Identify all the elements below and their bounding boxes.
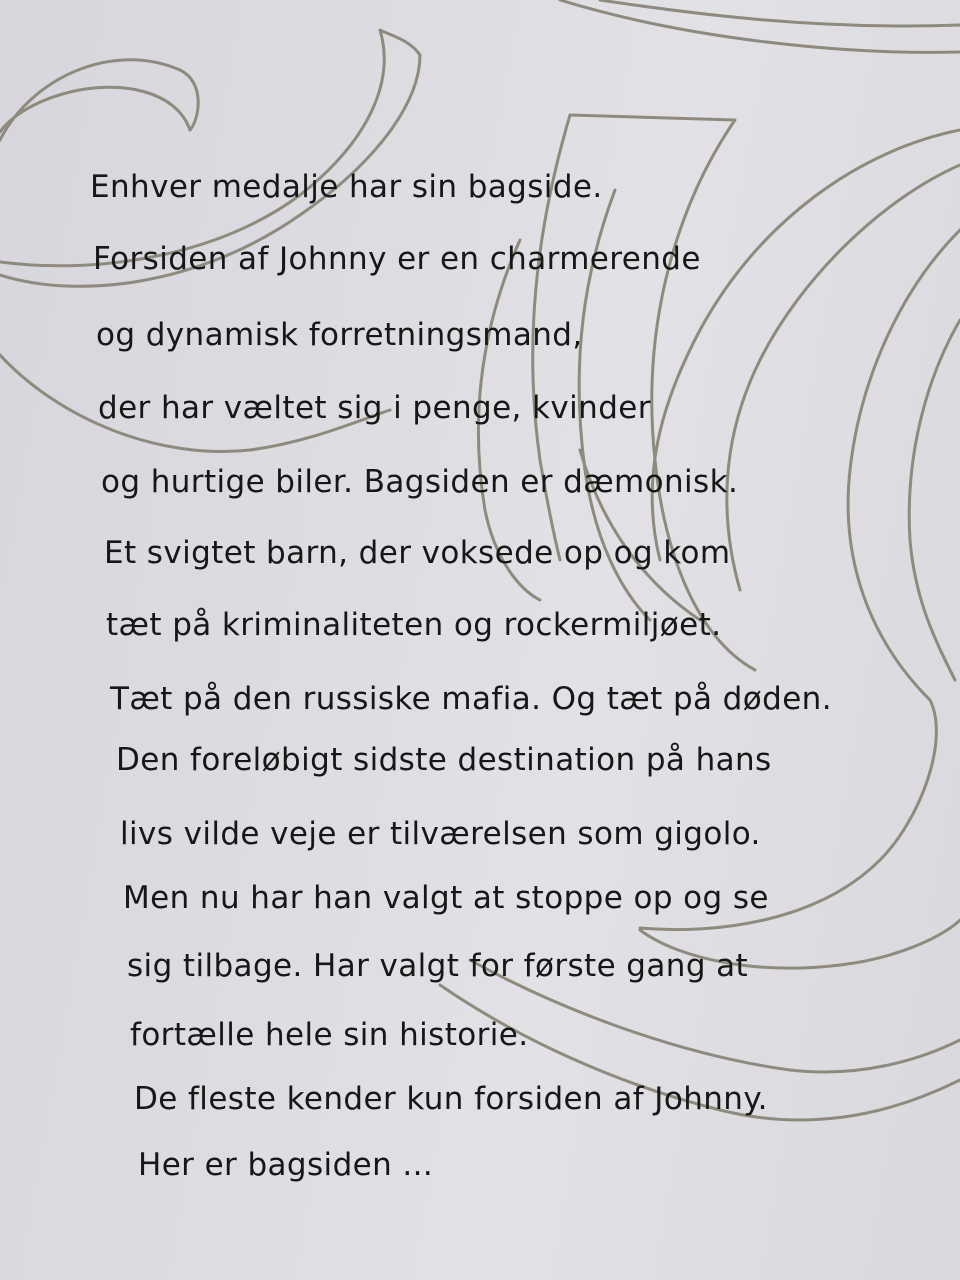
text-line: livs vilde veje er tilværelsen som gigolo. [120,816,761,852]
text-line: tæt på kriminaliteten og rockermiljøet. [106,607,722,643]
text-line: Her er bagsiden ... [138,1147,434,1183]
text-line: fortælle hele sin historie. [130,1017,529,1053]
text-line: Enhver medalje har sin bagside. [90,169,603,205]
text-line: Men nu har han valgt at stoppe op og se [123,880,769,916]
text-line: Tæt på den russiske mafia. Og tæt på døden. [110,681,832,717]
text-line: der har væltet sig i penge, kvinder [98,390,651,426]
text-line: Forsiden af Johnny er en charmerende [93,241,701,277]
text-line: og hurtige biler. Bagsiden er dæmonisk. [101,464,739,500]
text-line: De fleste kender kun forsiden af Johnny. [134,1081,768,1117]
text-line: Et svigtet barn, der voksede op og kom [104,535,731,571]
text-line: og dynamisk forretningsmand, [96,317,583,353]
text-line: Den foreløbigt sidste destination på hans [116,742,772,778]
text-line: sig tilbage. Har valgt for første gang at [127,948,749,984]
